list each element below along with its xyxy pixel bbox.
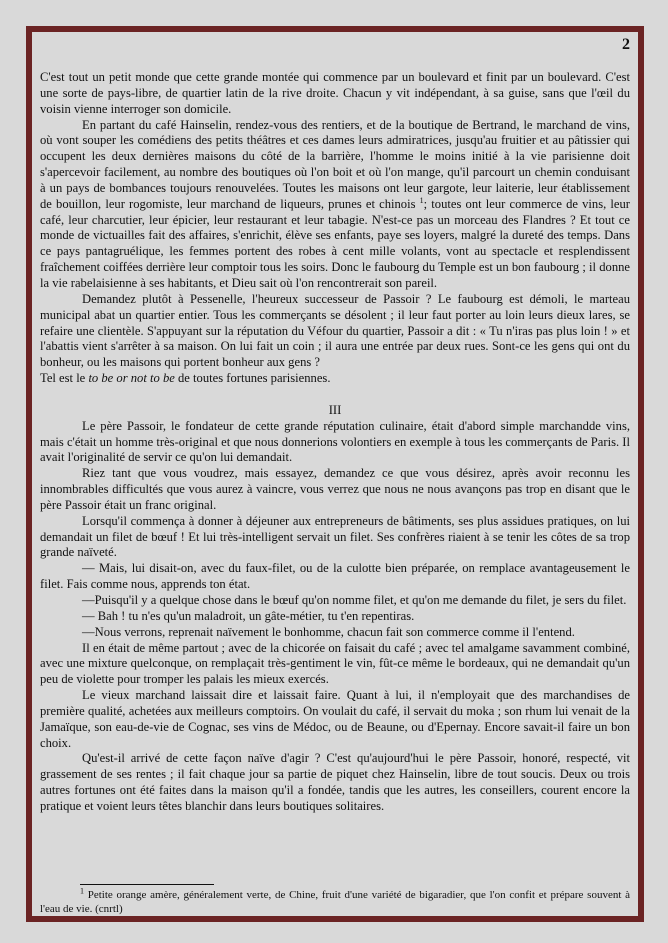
section-paragraph: Il en était de même partout ; avec de la chicorée on faisait du café ; avec tel amalgame savamment combiné, avec une mixture quelconque, on remplaçait très-gentiment le vin, fût-ce même le bordeaux, qui ne demandait qu'un peu de violette pour tromper les palais les mieux exercés. — [40, 640, 630, 687]
dialog-line: —Nous verrons, reprenait naïvement le bonhomme, chacun fait son commerce comme il l'entend. — [82, 624, 575, 639]
paragraph-pessenelle: Demandez plutôt à Pessenelle, l'heureux successeur de Passoir ? Le faubourg est démoli, le marteau municipal abat un quartier entier. Tous les commerçants se désolent ; il leur faut porter au loin leurs dieux lares, se refaire une clientèle. S'appuyant sur la réputation du Véfour du quartier, Passoir a dit : « Tu n'iras pas plus loin ! » et l'abattis vient s'arrêter à sa maison. On lui fait un coin ; il aura une entrée par deux rues. Sont-ce les gens qui ont du bonheur, ou les maisons qui portent bonheur aux gens ? — [40, 291, 630, 370]
footnote-marker: 1 — [80, 886, 84, 896]
dialog-line: — Bah ! tu n'es qu'un maladroit, un gâte-métier, tu t'en repentiras. — [82, 608, 415, 623]
footnote — [40, 886, 630, 916]
footnote-reference[interactable]: 1 — [419, 195, 424, 205]
dialog-line: — Mais, lui disait-on, avec du faux-filet, ou de la culotte bien préparée, on remplace avantageusement le filet. Fais comme nous, apprends ton état. — [40, 561, 630, 592]
paragraph-tobe — [40, 371, 630, 387]
paragraph-intro: C'est tout un petit monde que cette grande montée qui commence par un boulevard et finit par un boulevard. C'est une sorte de pays-libre, de quartier latin de la rive droite. Chacun y vit indépendant, à sa guise, sans que l'œil du voisin vienne interroger son domicile. — [40, 70, 630, 116]
section-heading: III — [328, 402, 342, 417]
section-paragraph: Le vieux marchand laissait dire et laissait faire. Quant à lui, il n'employait que des marchandises de première qualité, achetées aux meilleurs comptoirs. On voulait du café, il servait du moka ; son rhum lui venait de la Jamaïque, son eau-de-vie de Cognac, ses vins de Médoc, ou de Beaune, ou d'Epernay. Encore savait-il faire un bon choix. — [40, 688, 630, 750]
footnote-separator — [80, 884, 214, 885]
section-paragraph: Le père Passoir, le fondateur de cette grande réputation culinaire, était d'abord simple marchandde vins, mais c'était un homme très-original et que nous donnerions volontiers en exemple à tous les commerçants de Paris. Il avait l'originalité de servir ce qu'on lui demandait. — [40, 418, 630, 465]
body-text — [40, 70, 630, 815]
paragraph-hainselin — [40, 118, 630, 292]
document-page — [26, 26, 644, 922]
tobe-italic: to be or not to be — [88, 371, 175, 386]
section-paragraph: Riez tant que vous voudrez, mais essayez, demandez ce que vous désirez, après avoir reconnu les innombrables difficultés que vous aurez à vaincre, vous verrez que nous ne nous avançons pas trop en disant que le père Passoir était un franc original. — [40, 466, 630, 512]
tobe-before: Tel est le — [40, 371, 89, 386]
tobe-after: de toutes fortunes parisiennes. — [174, 371, 331, 386]
paragraph-hainselin-continued: ; toutes ont leur commerce de vins, leur café, leur charcutier, leur épicier, leur restaurant et leur tabagie. N'est-ce pas un morceau des Flandres ? Et tout ce monde de victuailles fait des affaires, s'enrichit, élève ses enfants, paye ses loyers, malgré la dureté des temps. Dans ce pays pantagruélique, les femmes portent des robes à cent mille volants, vont au spectacle et resplendissent fraîchement coiffées derrière leur comptoir tous les soirs. Donc le faubourg du Temple est un bon faubourg ; il donne la vie rabelaisienne à ses habitants, et Dieu sait où l'on rencontrerait son pareil. — [40, 196, 631, 290]
section-paragraph: Lorsqu'il commença à donner à déjeuner aux entrepreneurs de bâtiments, ses plus assidues pratiques, on lui demandait un filet de bœuf ! Et lui très-intelligent servait un filet. Ses confrères riaient à se tenir les côtes de sa trop grande naïveté. — [40, 513, 630, 560]
page-number: 2 — [622, 36, 630, 53]
paragraph-hainselin-text: En partant du café Hainselin, rendez-vous des rentiers, et de la boutique de Bertrand, le marchand de vins, où vont souper les comédiens des petits théâtres et ces dames leurs admiratrices, jusqu'au fruitier et au pâtissier qui occupent les deux dernières maisons du côté de la barrière, l'homme le moins initié à la vie parisienne doit s'apercevoir facilement, au nombre des boutiques où l'on boit et où l'on mange, qu'il parcourt un chemin conduisant à un pays de bombances toujours renouvelées. Toutes les maisons ont leur gargote, leur laiterie, leur établissement de bouillon, leur rogomiste, leur marchand de liqueurs, prunes et chinois — [40, 117, 630, 211]
dialog-line: —Puisqu'il y a quelque chose dans le bœuf qu'on nomme filet, et qu'on me demande du filet, je sers du filet. — [82, 593, 627, 607]
section-paragraph: Qu'est-il arrivé de cette façon naïve d'agir ? C'est qu'aujourd'hui le père Passoir, honoré, respecté, vit grassement de ses rentes ; il fait chaque jour sa partie de piquet chez Hainselin, libre de tout soucis. Deux ou trois autres fortunes ont été faites dans la maison qu'il a fondée, tandis que les autres, les conseillers, courent encore la pratique et voient leurs têtes blanchir dans leurs boutiques solitaires. — [40, 751, 630, 813]
footnote-text: Petite orange amère, généralement verte, de Chine, fruit d'une variété de bigaradier, que l'on confit et prépare souvent à l'eau de vie. (cnrtl) — [40, 889, 630, 915]
